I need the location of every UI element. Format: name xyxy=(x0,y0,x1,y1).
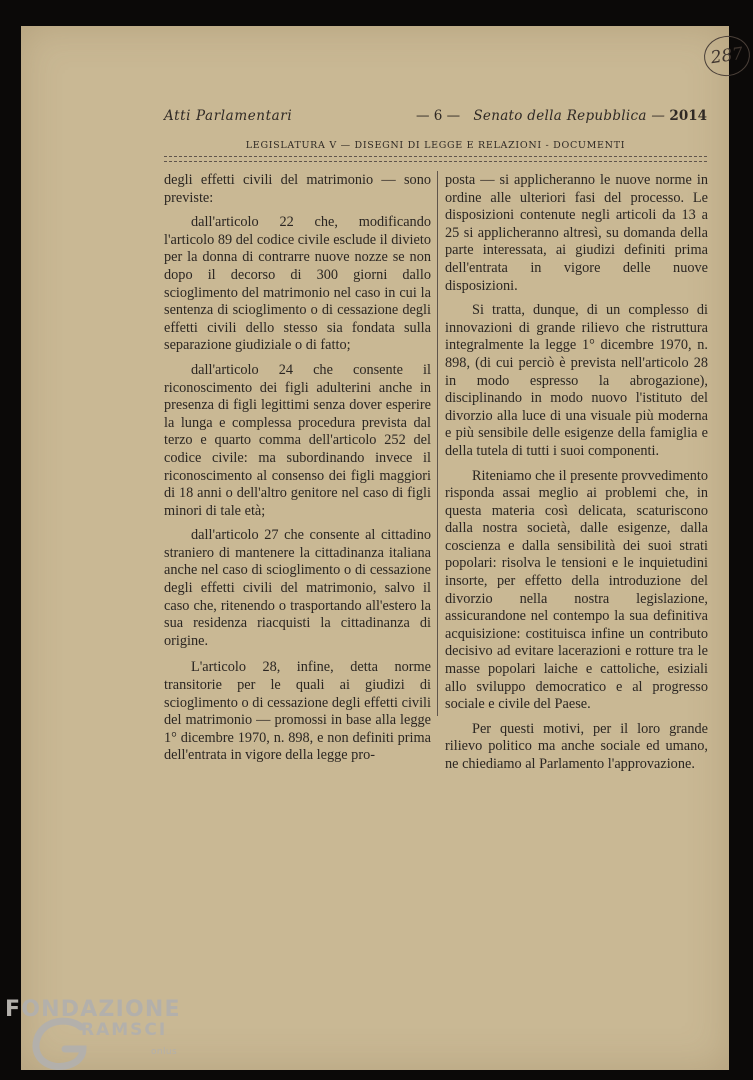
paragraph: Per questi motivi, per il loro grande rilievo politico ma anche sociale ed umano, ne chiediamo al Parlamento l'approvazione. xyxy=(445,720,708,772)
header-institution-name: Senato della Repubblica — xyxy=(473,108,666,124)
header-rule-second xyxy=(164,161,707,162)
column-divider xyxy=(437,171,438,716)
header-document-number: 2014 xyxy=(669,108,707,124)
paragraph: Riteniamo che il presente provvedimento risponda assai meglio ai problemi che, in questa materia così delicata, scaturiscono dalla nostra società, dalle esigenze, dalla coscienza e dalla sensibilità dei suoi strati popolari: risolva le tensioni e le inquietudini insorte, per effetto della introduzione del divorzio nella nostra legislazione, assicurandone nel contempo la sua definitiva acquisizione: costituisca infine un contributo decisivo ad evitare lacerazioni e rotture tra le masse popolari laiche e cattoliche, esiziali allo sviluppo democratico e al progresso sociale e civile del Paese. xyxy=(445,467,708,713)
watermark-line-3: onlus xyxy=(151,1047,178,1057)
paragraph: Si tratta, dunque, di un complesso di innovazioni di grande rilievo che ristruttura integralmente la legge 1° dicembre 1970, n. 898, (di cui perciò è prevista nell'articolo 28 in modo espresso la abrogazione), disciplinando in modo nuovo l'istituto del divorzio alla luce di una visuale più moderna e più sensibile delle esigenze della famiglia e della tutela di tutti i suoi componenti. xyxy=(445,302,708,459)
watermark-line-2: RAMSCI xyxy=(81,1020,168,1040)
paragraph: dall'articolo 22 che, modificando l'articolo 89 del codice civile esclude il divieto per la donna di contrarre nuove nozze se non dopo il decorso di 300 giorni dallo scioglimento del matrimonio nel caso in cui la sentenza di scioglimento o di cessazione degli effetti civili dello stesso sia fondata sulla separazione giudiziale o di fatto; xyxy=(164,214,431,354)
paragraph: dall'articolo 24 che consente il riconoscimento dei figli adulterini anche in presenza di figli legittimi senza dover esperire la lunga e complessa procedura prevista dal terzo e quarto comma dell'articolo 252 del codice civile: ma subordinando invece il riconoscimento al consenso dei figli maggiori di 18 anni o dell'altro genitore nel caso di figli minori di tale età; xyxy=(164,361,431,519)
watermark-line-1: FONDAZIONE xyxy=(5,997,181,1022)
paragraph: dall'articolo 27 che consente al cittadino straniero di mantenere la cittadinanza italiana anche nel caso di scioglimento o di cessazione degli effetti civili del matrimonio, salvo il caso che, ritenendo o trasportando all'estero la sua residenza riacquisti la cittadinanza di origine. xyxy=(164,527,431,649)
fondazione-gramsci-watermark xyxy=(5,997,195,1077)
page-header xyxy=(164,106,707,128)
paragraph: degli effetti civili del matrimonio — sono previste: xyxy=(164,172,431,206)
header-rule xyxy=(164,156,707,157)
header-publication: Atti Parlamentari xyxy=(164,108,293,124)
paragraph: posta — si applicheranno le nuove norme in ordine alle ulteriori fasi del processo. Le disposizioni contenute negli articoli da 13 a 25 si applicheranno altresì, su domanda della parte interessata, ai giudizi definiti prima dell'entrata in vigore delle nuove disposizioni. xyxy=(445,172,708,294)
left-column xyxy=(164,172,431,772)
paragraph: L'articolo 28, infine, detta norme transitorie per le quali ai giudizi di scioglimento o di cessazione degli effetti civili del matrimonio — promossi in base alla legge 1° dicembre 1970, n. 898, e non definiti prima dell'entrata in vigore della legge pro- xyxy=(164,659,431,764)
right-column xyxy=(445,172,708,781)
archive-page-number: 287 xyxy=(701,33,752,79)
header-institution xyxy=(473,108,707,124)
header-page-number: — 6 — xyxy=(416,108,461,124)
document-page xyxy=(21,26,745,1070)
legislature-subheader: LEGISLATURA V — DISEGNI DI LEGGE E RELAZIONI - DOCUMENTI xyxy=(245,140,626,151)
